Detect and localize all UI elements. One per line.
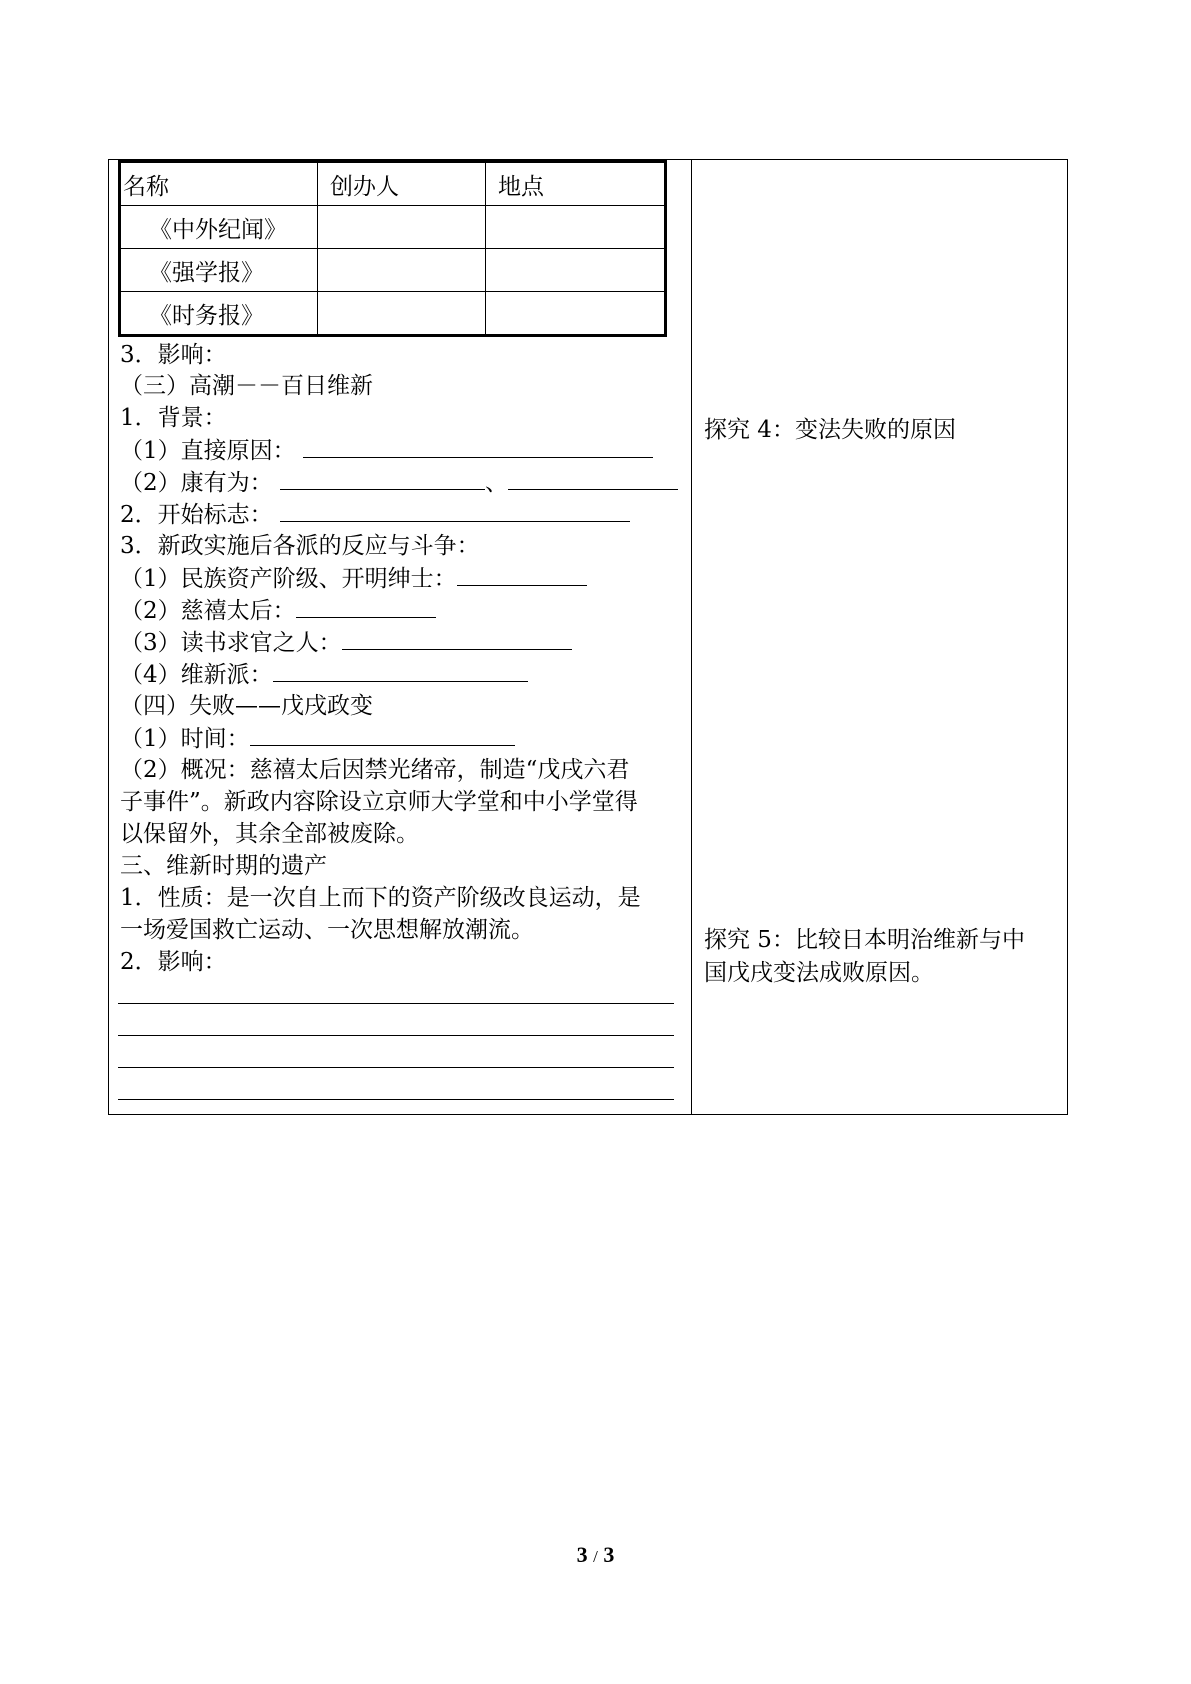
row-name: 《中外纪闻》	[120, 206, 318, 249]
reformers-line	[120, 659, 528, 690]
scholars-line	[120, 627, 572, 658]
location-cell[interactable]	[486, 206, 666, 249]
reaction-heading: 3．新政实施后各派的反应与斗争：	[120, 533, 480, 559]
bourgeoisie-line	[120, 563, 587, 594]
cixi-blank[interactable]	[296, 595, 436, 618]
current-page: 3	[576, 1542, 588, 1567]
table-row	[120, 206, 666, 249]
reformers-label: （4）维新派：	[120, 662, 273, 688]
influence-heading: 3．影响：	[120, 342, 227, 368]
probe-5	[704, 924, 1044, 990]
section-heading: （三）高潮－－百日维新	[120, 373, 373, 399]
legacy-heading: 三、维新时期的遗产	[120, 853, 327, 879]
row-name: 《时务报》	[120, 292, 318, 336]
location-cell[interactable]	[486, 292, 666, 336]
scholars-blank[interactable]	[342, 627, 572, 650]
location-cell[interactable]	[486, 249, 666, 292]
start-sign-label: 2．开始标志：	[120, 502, 273, 528]
influence-label: 2．影响：	[120, 949, 227, 975]
answer-line[interactable]	[118, 1035, 674, 1036]
cixi-line	[120, 595, 436, 626]
overview-text: 以保留外，其余全部被废除。	[120, 821, 419, 847]
overview-text: 子事件”。新政内容除设立京师大学堂和中小学堂得	[120, 789, 638, 815]
header-founder: 创办人	[318, 162, 486, 206]
probe-5-line: 探究 5：比较日本明治维新与中	[704, 927, 1025, 953]
table-row	[120, 249, 666, 292]
probe-4: 探究 4：变法失败的原因	[704, 417, 956, 443]
row-name: 《强学报》	[120, 249, 318, 292]
kang-youwei-line	[120, 467, 678, 498]
direct-cause-line	[120, 435, 653, 466]
header-name: 名称	[120, 162, 318, 206]
kang-youwei-label: （2）康有为：	[120, 470, 273, 496]
reformers-blank[interactable]	[273, 659, 528, 682]
background-heading: 1．背景：	[120, 405, 227, 431]
nature-text: 一场爱国救亡运动、一次思想解放潮流。	[120, 917, 534, 943]
start-sign-blank[interactable]	[280, 499, 630, 522]
time-blank[interactable]	[250, 723, 515, 746]
probe-5-line: 国戊戌变法成败原因。	[704, 960, 934, 986]
page-separator: /	[593, 1547, 598, 1566]
newspaper-table	[118, 160, 667, 337]
start-sign-line	[120, 499, 630, 530]
kang-youwei-blank-2[interactable]	[508, 467, 678, 490]
kang-youwei-separator: 、	[484, 470, 508, 496]
time-label: （1）时间：	[120, 726, 250, 752]
failure-heading: （四）失败——戊戌政变	[120, 693, 373, 719]
cixi-label: （2）慈禧太后：	[120, 598, 296, 624]
bourgeoisie-label: （1）民族资产阶级、开明绅士：	[120, 566, 457, 592]
founder-cell[interactable]	[318, 292, 486, 336]
page-number	[0, 1542, 1191, 1568]
scholars-label: （3）读书求官之人：	[120, 630, 342, 656]
answer-line[interactable]	[118, 1003, 674, 1004]
direct-cause-label: （1）直接原因：	[120, 438, 296, 464]
table-header-row	[120, 162, 666, 206]
answer-line[interactable]	[118, 1067, 674, 1068]
column-divider	[691, 159, 692, 1115]
total-pages: 3	[603, 1542, 615, 1567]
founder-cell[interactable]	[318, 206, 486, 249]
table-row	[120, 292, 666, 336]
kang-youwei-blank-1[interactable]	[280, 467, 485, 490]
founder-cell[interactable]	[318, 249, 486, 292]
nature-text: 1．性质：是一次自上而下的资产阶级改良运动，是	[120, 885, 641, 911]
overview-text: （2）概况：慈禧太后因禁光绪帝，制造“戊戌六君	[120, 757, 630, 783]
time-line	[120, 723, 515, 754]
answer-line[interactable]	[118, 1099, 674, 1100]
direct-cause-blank[interactable]	[303, 435, 653, 458]
bourgeoisie-blank[interactable]	[457, 563, 587, 586]
header-location: 地点	[486, 162, 666, 206]
